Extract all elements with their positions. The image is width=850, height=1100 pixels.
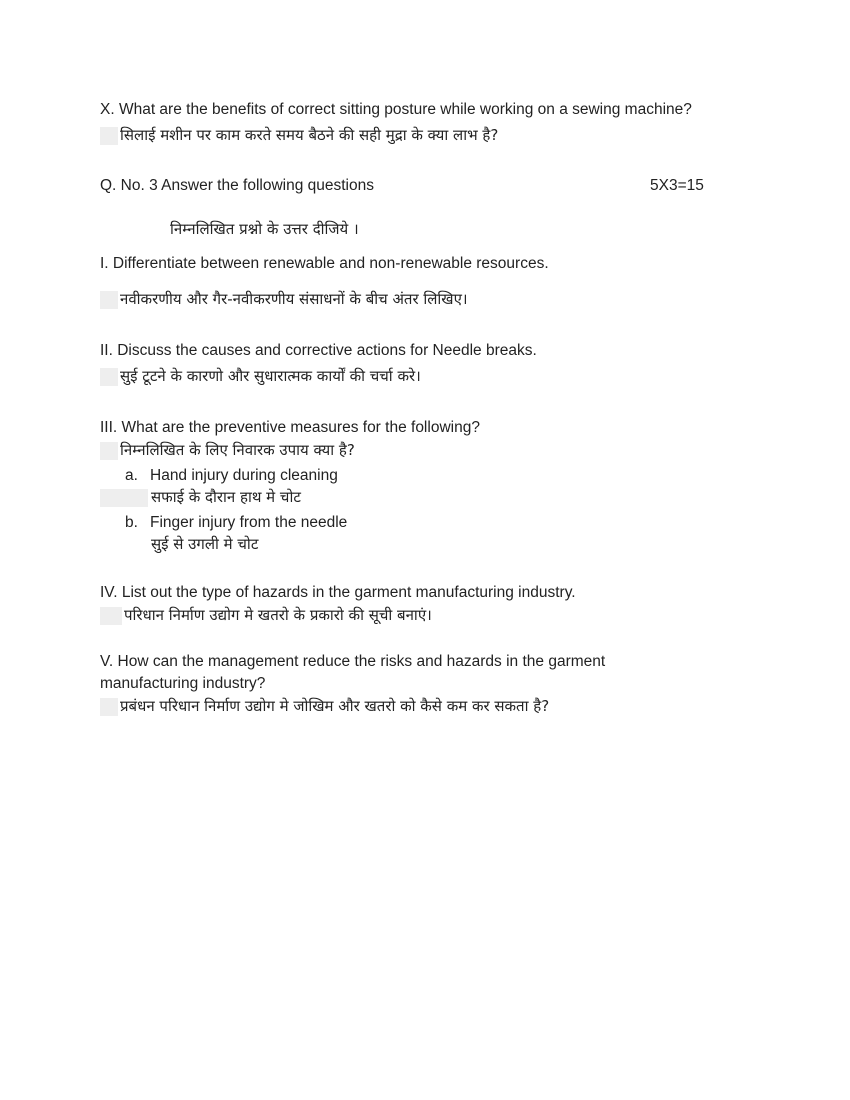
q3-marks: 5X3=15 xyxy=(650,177,704,194)
q3-ii-english: II. Discuss the causes and corrective actions for Needle breaks. xyxy=(100,342,537,359)
q3-iii-b-hindi: सुई से उगली मे चोट xyxy=(151,535,259,553)
q3-heading-hindi: निम्नलिखित प्रश्नो के उत्तर दीजिये । xyxy=(170,220,359,238)
q3-iii-a-marker: a. xyxy=(125,467,138,484)
question-x-english: X. What are the benefits of correct sitting posture while working on a sewing machine? xyxy=(100,101,692,118)
q3-v-english-line2: manufacturing industry? xyxy=(100,675,266,692)
question-x-hindi: सिलाई मशीन पर काम करते समय बैठने की सही मुद्रा के क्या लाभ है? xyxy=(120,126,499,144)
q3-iv-english: IV. List out the type of hazards in the garment manufacturing industry. xyxy=(100,584,576,601)
indent-highlight xyxy=(100,442,118,460)
indent-highlight xyxy=(100,291,118,309)
indent-highlight xyxy=(100,127,118,145)
indent-highlight xyxy=(100,607,122,625)
indent-highlight xyxy=(100,368,118,386)
q3-iv-hindi: परिधान निर्माण उद्योग मे खतरो के प्रकारो की सूची बनाएं। xyxy=(124,606,432,624)
q3-iii-b-marker: b. xyxy=(125,514,138,531)
q3-v-hindi: प्रबंधन परिधान निर्माण उद्योग मे जोखिम और खतरो को कैसे कम कर सकता है? xyxy=(120,697,550,715)
indent-highlight xyxy=(100,489,148,507)
q3-v-english-line1: V. How can the management reduce the risks and hazards in the garment xyxy=(100,653,606,670)
indent-highlight xyxy=(100,698,118,716)
q3-iii-english: III. What are the preventive measures for the following? xyxy=(100,419,480,436)
q3-heading: Q. No. 3 Answer the following questions xyxy=(100,177,374,194)
q3-iii-a-english: Hand injury during cleaning xyxy=(150,467,338,484)
q3-iii-hindi: निम्नलिखित के लिए निवारक उपाय क्या है? xyxy=(120,441,355,459)
q3-iii-b-english: Finger injury from the needle xyxy=(150,514,348,531)
q3-iii-a-hindi: सफाई के दौरान हाथ मे चोट xyxy=(151,488,301,506)
q3-i-hindi: नवीकरणीय और गैर-नवीकरणीय संसाधनों के बीच अंतर लिखिए। xyxy=(120,290,468,308)
q3-i-english: I. Differentiate between renewable and non-renewable resources. xyxy=(100,255,549,272)
q3-ii-hindi: सुई टूटने के कारणो और सुधारात्मक कार्यों की चर्चा करे। xyxy=(120,367,421,385)
